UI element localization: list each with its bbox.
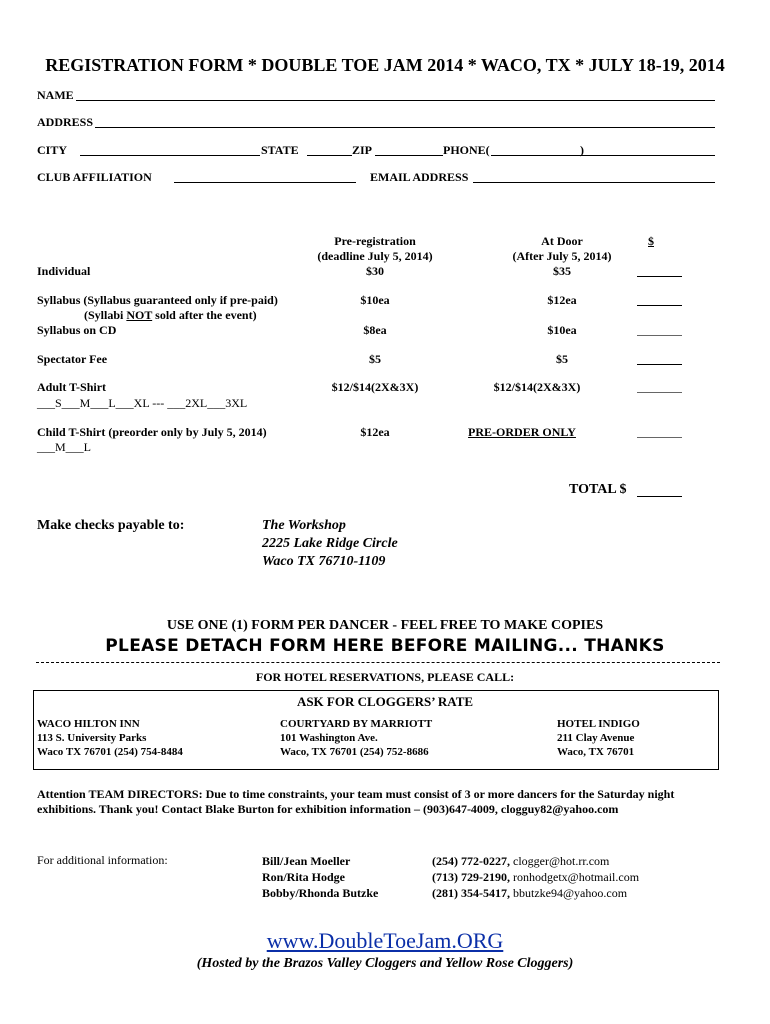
syllabus-cd-label: Syllabus on CD (37, 323, 117, 337)
email-field[interactable] (473, 182, 715, 183)
name-label: NAME (37, 88, 74, 102)
adult-shirt-label: Adult T-Shirt (37, 380, 107, 394)
spectator-pre-price: $5 (369, 352, 381, 366)
total-amount-field[interactable] (637, 496, 682, 497)
name-field[interactable] (76, 100, 715, 101)
spectator-amount-field[interactable] (637, 364, 682, 365)
hotel-indigo: HOTEL INDIGO 211 Clay Avenue Waco, TX 76701 (557, 718, 640, 758)
child-shirt-label: Child T-Shirt (preorder only by July 5, 2014) (37, 425, 267, 439)
amount-header: $ (648, 234, 654, 248)
individual-amount-field[interactable] (637, 276, 682, 277)
child-shirt-pre-price: $12ea (360, 425, 390, 439)
contact-details (432, 853, 639, 901)
payable-label: Make checks payable to: (37, 518, 185, 533)
adult-shirt-pre-price: $12/$14(2X&3X) (331, 380, 419, 394)
hotel-hilton: WACO HILTON INN 113 S. University Parks Waco TX 76701 (254) 754-8484 (37, 718, 183, 758)
syllabus-cd-door-price: $10ea (547, 323, 577, 337)
child-shirt-door-note: PRE-ORDER ONLY (468, 425, 576, 439)
individual-door-price: $35 (553, 264, 571, 278)
detach-notice: PLEASE DETACH FORM HERE BEFORE MAILING... THANKS (105, 636, 665, 656)
one-form-notice: USE ONE (1) FORM PER DANCER - FEEL FREE TO MAKE COPIES (166, 618, 604, 633)
at-door-header: At Door (After July 5, 2014) (512, 234, 612, 263)
phone-close-paren: ) (580, 143, 584, 157)
address-field[interactable] (95, 127, 715, 128)
additional-info-label: For additional information: (37, 853, 168, 867)
syllabus-note: (Syllabi NOT sold after the event) (84, 308, 257, 322)
email-label: EMAIL ADDRESS (370, 170, 469, 184)
zip-field[interactable] (375, 155, 443, 156)
phone-label: PHONE( (443, 143, 490, 157)
contact-row: (254) 772-0227, clogger@hot.rr.com (432, 854, 610, 868)
website-link[interactable]: www.DoubleToeJam.ORG (266, 928, 504, 953)
club-label: CLUB AFFILIATION (37, 170, 152, 184)
contact-email[interactable]: bbutzke94@yahoo.com (510, 886, 628, 900)
payable-street: 2225 Lake Ridge Circle (262, 536, 398, 551)
syllabus-pre-price: $10ea (360, 293, 390, 307)
syllabus-cd-pre-price: $8ea (363, 323, 387, 337)
syllabus-amount-field[interactable] (637, 305, 682, 306)
phone-field[interactable] (491, 155, 715, 156)
total-label: TOTAL $ (569, 482, 627, 497)
zip-label: ZIP (352, 143, 373, 157)
child-shirt-amount-field[interactable] (637, 437, 682, 438)
contact-email[interactable]: clogger@hot.rr.com (510, 854, 610, 868)
detach-line (36, 662, 720, 663)
page-title: REGISTRATION FORM * DOUBLE TOE JAM 2014 * WACO, TX * JULY 18-19, 2014 (45, 55, 725, 75)
city-label: CITY (37, 143, 68, 157)
address-label: ADDRESS (37, 115, 94, 129)
contact-row: (281) 354-5417, bbutzke94@yahoo.com (432, 886, 628, 900)
individual-label: Individual (37, 264, 91, 278)
club-field[interactable] (174, 182, 356, 183)
contact-names: Bill/Jean Moeller Ron/Rita Hodge Bobby/Rhonda Butzke (262, 854, 379, 900)
contact-row: (713) 729-2190, ronhodgetx@hotmail.com (432, 870, 640, 884)
adult-shirt-sizes: ___S___M___L___XL --- ___2XL___3XL (37, 396, 248, 410)
syllabus-label: Syllabus (Syllabus guaranteed only if pre-paid) (37, 293, 278, 307)
city-field[interactable] (80, 155, 260, 156)
team-directors-notice: Attention TEAM DIRECTORS: Due to time constraints, your team must consist of 3 or more dancers for the Saturday night exhibitions. Thank you! Contact Blake Burton for exhibition information – (903)647-4009, clogguy82@yahoo.com (37, 787, 675, 816)
adult-shirt-door-price: $12/$14(2X&3X) (493, 380, 581, 394)
cloggers-rate-heading: ASK FOR CLOGGERS’ RATE (296, 694, 474, 709)
payable-name: The Workshop (262, 518, 346, 533)
individual-pre-price: $30 (366, 264, 384, 278)
state-field[interactable] (307, 155, 352, 156)
payable-city: Waco TX 76710-1109 (262, 554, 386, 569)
pre-registration-header: Pre-registration (deadline July 5, 2014) (317, 234, 433, 263)
child-shirt-sizes: ___M___L (37, 440, 91, 454)
syllabus-door-price: $12ea (547, 293, 577, 307)
hotel-courtyard: COURTYARD BY MARRIOTT 101 Washington Ave. Waco, TX 76701 (254) 752-8686 (280, 718, 433, 758)
syllabus-cd-amount-field[interactable] (637, 335, 682, 336)
adult-shirt-amount-field[interactable] (637, 392, 682, 393)
spectator-door-price: $5 (556, 352, 568, 366)
spectator-label: Spectator Fee (37, 352, 108, 366)
hotel-call-heading: FOR HOTEL RESERVATIONS, PLEASE CALL: (255, 670, 515, 684)
hosted-by-note: (Hosted by the Brazos Valley Cloggers and Yellow Rose Cloggers) (196, 956, 574, 971)
state-label: STATE (261, 143, 299, 157)
contact-email[interactable]: ronhodgetx@hotmail.com (510, 870, 640, 884)
